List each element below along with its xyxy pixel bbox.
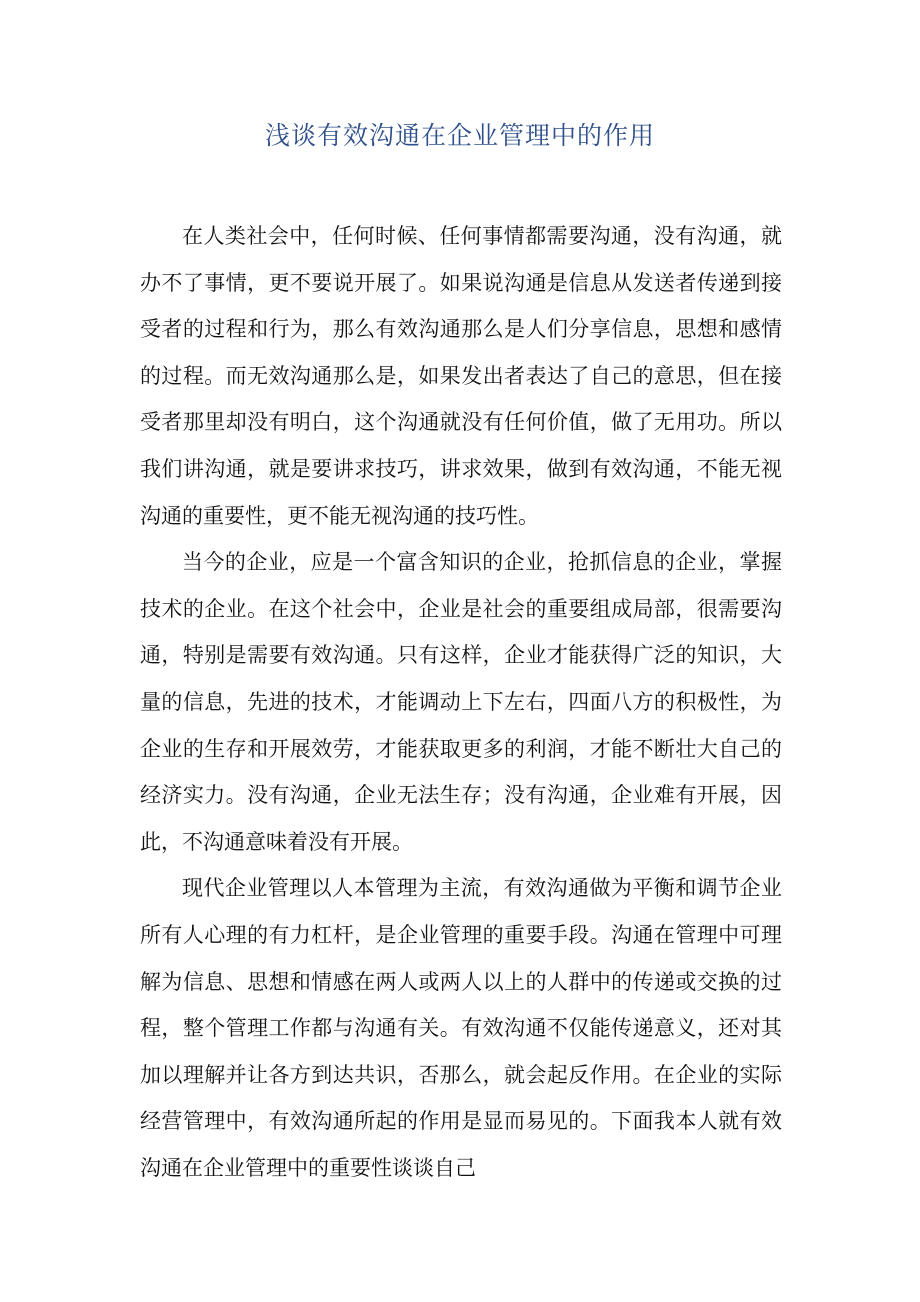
paragraph-3: 现代企业管理以人本管理为主流，有效沟通做为平衡和调节企业所有人心理的有力杠杆，是企业管理的重要手段。沟通在管理中可理解为信息、思想和情感在两人或两人以上的人群中的传递或交换的过程，整个管理工作都与沟通有关。有效沟通不仅能传递意义，还对其加以理解并让各方到达共识，否那么，就会起反作用。在企业的实际经营管理中，有效沟通所起的作用是显而易见的。下面我本人就有效沟通在企业管理中的重要性谈谈自己 (140, 876, 782, 1180)
document-title: 浅谈有效沟通在企业管理中的作用 (264, 121, 655, 150)
paragraph-2: 当今的企业，应是一个富含知识的企业，抢抓信息的企业，掌握技术的企业。在这个社会中，企业是社会的重要组成局部，很需要沟通，特别是需要有效沟通。只有这样，企业才能获得广泛的知识，大量的信息，先进的技术，才能调动上下左右，四面八方的积极性，为企业的生存和开展效劳，才能获取更多的利润，才能不断壮大自己的经济实力。没有沟通，企业无法生存；没有沟通，企业难有开展，因此，不沟通意味着没有开展。 (140, 550, 782, 854)
paragraph-1: 在人类社会中，任何时候、任何事情都需要沟通，没有沟通，就办不了事情，更不要说开展了。如果说沟通是信息从发送者传递到接受者的过程和行为，那么有效沟通那么是人们分享信息，思想和感情的过程。而无效沟通那么是，如果发出者表达了自己的意思，但在接受者那里却没有明白，这个沟通就没有任何价值，做了无用功。所以我们讲沟通，就是要讲求技巧，讲求效果，做到有效沟通，不能无视沟通的重要性，更不能无视沟通的技巧性。 (140, 224, 782, 528)
document-body (140, 213, 782, 1191)
